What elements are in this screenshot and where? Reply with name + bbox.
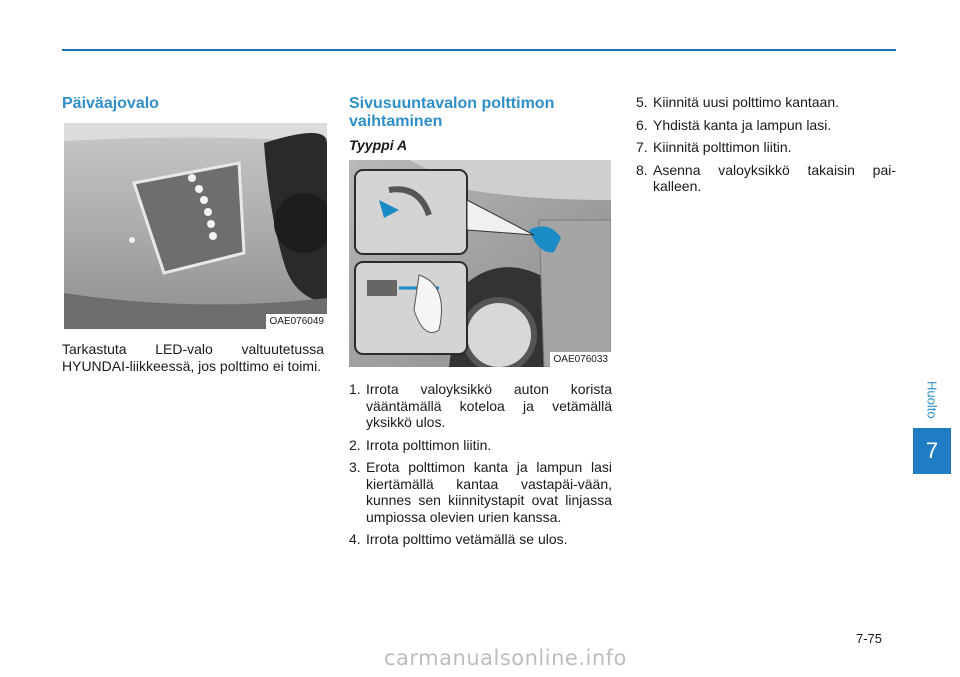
list-item bbox=[636, 94, 896, 111]
list-item bbox=[349, 381, 612, 431]
list-item bbox=[349, 437, 612, 454]
steps-list-2 bbox=[636, 94, 896, 201]
figure-side-marker bbox=[349, 160, 611, 367]
figure-daytime-light bbox=[64, 123, 327, 329]
step-number: 1. bbox=[349, 381, 361, 397]
watermark: carmanualsonline.info bbox=[384, 646, 627, 670]
step-number: 2. bbox=[349, 436, 361, 453]
daytime-light-text: Tarkastuta LED-valo valtuutetussa HYUNDAI-liikkeessä, jos polttimo ei toimi. bbox=[62, 341, 324, 374]
step-text: Erota polttimon kanta ja lampun lasi kiertämällä kantaa vastapäi-vään, kunnes sen kiinnitystapit ovat linjassa umpiossa olevien urien kanssa. bbox=[366, 459, 612, 525]
step-text: Kiinnitä uusi polttimo kantaan. bbox=[653, 94, 839, 110]
step-number: 5. bbox=[636, 94, 648, 110]
list-item bbox=[349, 531, 612, 548]
bumper-illustration bbox=[64, 123, 327, 329]
section-word: Huolto bbox=[924, 381, 940, 419]
heading-line-2: vaihtaminen bbox=[349, 113, 443, 130]
step-number: 7. bbox=[636, 139, 648, 155]
heading-line-1: Sivusuuntavalon polttimon bbox=[349, 95, 555, 112]
step-number: 4. bbox=[349, 531, 361, 547]
list-item bbox=[636, 162, 896, 195]
figure-code: OAE076033 bbox=[550, 352, 612, 367]
step-text: Irrota polttimo vetämällä se ulos. bbox=[366, 531, 568, 547]
heading-daytime-running-light: Päiväajovalo bbox=[62, 95, 159, 112]
subheading-type-a: Tyyppi A bbox=[349, 137, 408, 153]
step-text: Asenna valoyksikkö takaisin pai-kalleen. bbox=[653, 161, 896, 194]
step-number: 6. bbox=[636, 116, 648, 133]
heading-side-marker-bulb bbox=[349, 95, 554, 131]
step-number: 3. bbox=[349, 459, 361, 475]
step-text: Yhdistä kanta ja lampun lasi. bbox=[653, 116, 832, 133]
step-text: Kiinnitä polttimon liitin. bbox=[653, 139, 792, 155]
side-marker-illustration bbox=[349, 160, 611, 367]
figure-code: OAE076049 bbox=[266, 314, 328, 329]
list-item bbox=[349, 459, 612, 525]
step-text: Irrota valoyksikkö auton korista vääntämällä koteloa ja vetämällä yksikkö ulos. bbox=[366, 381, 612, 430]
list-item bbox=[636, 117, 896, 134]
list-item bbox=[636, 139, 896, 156]
top-rule bbox=[62, 49, 896, 51]
step-number: 8. bbox=[636, 161, 648, 178]
step-text: Irrota polttimon liitin. bbox=[366, 436, 492, 453]
steps-list-1 bbox=[349, 381, 612, 554]
page-number: 7-75 bbox=[856, 631, 883, 646]
chapter-tab: 7 bbox=[913, 428, 951, 474]
